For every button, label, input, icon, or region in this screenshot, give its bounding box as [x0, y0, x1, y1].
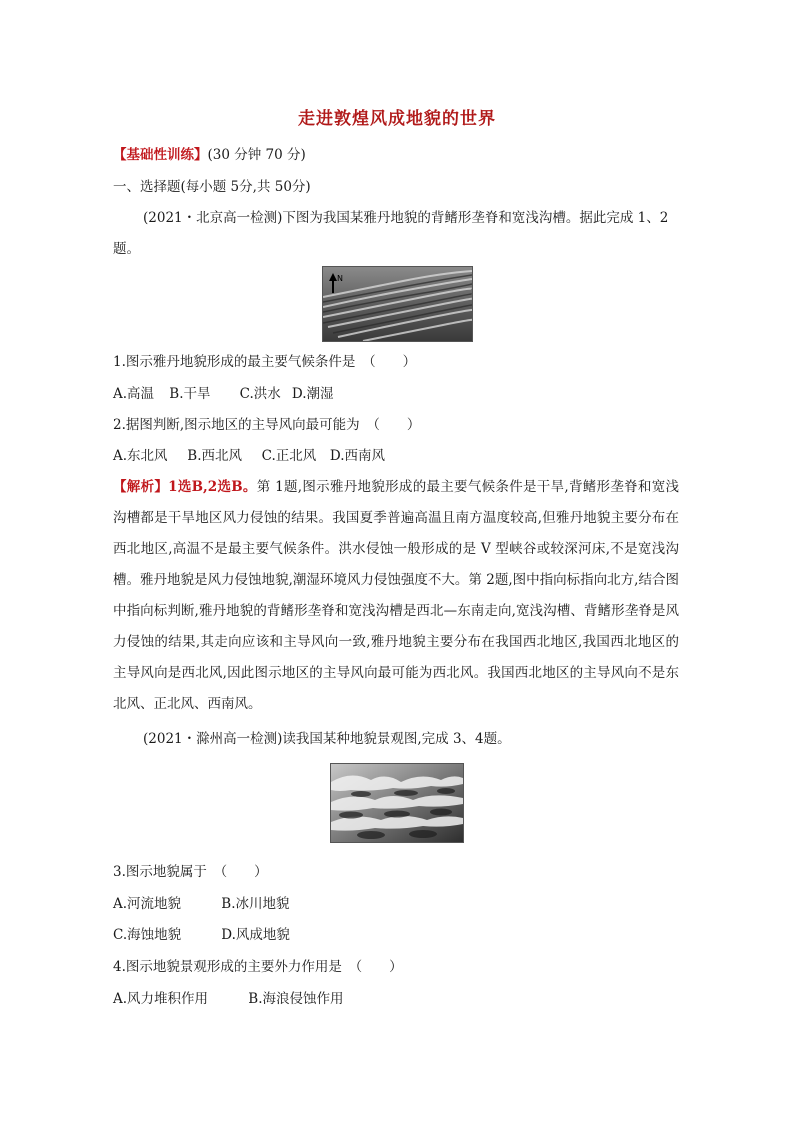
q2-options [113, 447, 385, 465]
q3-option-d: D.风成地貌 [221, 927, 290, 943]
dune-figure [330, 763, 464, 843]
analysis-label: 【解析】 [113, 479, 169, 495]
q1-options [113, 385, 334, 403]
q1-option-a: A.高温 [113, 386, 155, 402]
analysis-answer: 1选B,2选B。 [168, 479, 257, 495]
q4-option-a: A.风力堆积作用 [113, 991, 209, 1007]
section-header [113, 146, 306, 164]
q4-stem: 4.图示地貌景观形成的主要外力作用是 （ ） [113, 959, 403, 975]
q2-option-a: A.东北风 [113, 448, 168, 464]
q1-option-c: C.洪水 [239, 386, 281, 402]
intro1-line1: (2021・北京高一检测)下图为我国某雅丹地貌的背鳍形垄脊和宽浅沟槽。据此完成 1、2 [143, 210, 669, 226]
q2-option-b: B.西北风 [187, 448, 243, 464]
section-tag: 【基础性训练】 [113, 147, 208, 163]
page-title: 走进敦煌风成地貌的世界 [298, 109, 496, 129]
q4-options-row1 [113, 990, 344, 1008]
q1-option-d: D.潮湿 [291, 386, 334, 402]
q3-options-row1 [113, 895, 290, 913]
q3-option-b: B.冰川地貌 [221, 896, 290, 912]
q1-stem: 1.图示雅丹地貌形成的最主要气候条件是 （ ） [113, 354, 417, 370]
north-label: N [337, 274, 343, 283]
q2-option-d: D.西南风 [329, 448, 386, 464]
q4-option-b: B.海浪侵蚀作用 [248, 991, 344, 1007]
yardang-figure [322, 266, 473, 342]
analysis-text: 第 1题,图示雅丹地貌形成的最主要气候条件是干旱,背鳍形垄脊和宽浅沟槽都是干旱地区风力侵蚀的结果。我国夏季普遍高温且南方温度较高,但雅丹地貌主要分布在西北地区,高温不是最主要气候条件。洪水侵蚀一般形成的是 V 型峡谷或较深河床,不是宽浅沟槽。雅丹地貌是风力侵蚀地貌,潮湿环境风力侵蚀强度不大。第 2题,图中指向标指向北方,结合图中指向标判断,雅丹地貌的背鳍形垄脊和宽浅沟槽是西北—东南走向,宽浅沟槽、背鳍形垄脊是风力侵蚀的结果,其走向应该和主导风向一致,雅丹地貌主要分布在我国西北地区,我国西北地区的主导风向是西北风,因此图示地区的主导风向最可能为西北风。我国西北地区的主导风向不是东北风、正北风、西南风。 [113, 479, 680, 712]
q3-stem: 3.图示地貌属于 （ ） [113, 864, 268, 880]
q3-options-row2 [113, 926, 290, 944]
q3-option-c: C.海蚀地貌 [113, 927, 182, 943]
q2-stem: 2.据图判断,图示地区的主导风向最可能为 （ ） [113, 417, 421, 433]
section-time: (30 分钟 70 分) [207, 147, 306, 163]
q3-option-a: A.河流地貌 [113, 896, 182, 912]
analysis-paragraph [113, 472, 679, 720]
q1-option-b: B.干旱 [169, 386, 211, 402]
q2-option-c: C.正北风 [261, 448, 317, 464]
part1-heading: 一、选择题(每小题 5分,共 50分) [113, 179, 311, 195]
intro1-line2: 题。 [113, 241, 140, 257]
intro2: (2021・滁州高一检测)读我国某种地貌景观图,完成 3、4题。 [143, 731, 511, 747]
